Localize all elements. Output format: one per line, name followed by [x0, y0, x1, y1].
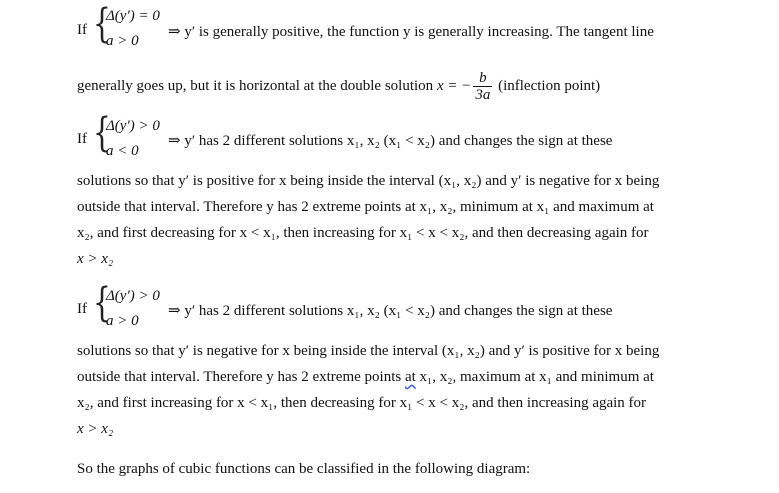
fraction — [473, 70, 492, 103]
paragraph-line: x > x₂ — [77, 251, 114, 267]
condition-discriminant: Δ(y′) = 0 — [106, 8, 160, 24]
fraction-numerator: b — [473, 70, 492, 87]
implication-text: ⇒ y′ has 2 different solutions x₁, x₂ (x₁ < x₂) and changes the sign at these — [168, 133, 613, 149]
condition-leading-coefficient: a > 0 — [106, 313, 139, 329]
if-label: If — [77, 131, 87, 147]
condition-leading-coefficient: a < 0 — [106, 143, 139, 159]
if-label: If — [77, 301, 87, 317]
spellcheck-underlined-word: at — [404, 369, 416, 385]
paragraph-line: x > x₂ — [77, 421, 114, 437]
left-brace: { — [93, 1, 111, 47]
left-brace: { — [93, 280, 111, 326]
inline-text: (inflection point) — [498, 77, 601, 94]
if-label: If — [77, 22, 87, 38]
condition-discriminant: Δ(y′) > 0 — [106, 118, 160, 134]
implication-text: ⇒ y′ has 2 different solutions x₁, x₂ (x₁ < x₂) and changes the sign at these — [168, 303, 613, 319]
inline-text: generally goes up, but it is horizontal at the double solution — [77, 77, 434, 94]
paragraph-line: solutions so that y′ is positive for x being inside the interval (x₁, x₂) and y′ is negative for x being — [77, 173, 660, 189]
paragraph-line: outside that interval. Therefore y has 2 extreme points at x₁, x₂, minimum at x₁ and maximum at — [77, 199, 654, 215]
condition-leading-coefficient: a > 0 — [106, 33, 139, 49]
inline-text: x₁, x₂, maximum at x₁ and minimum at — [419, 369, 654, 385]
paragraph-line: solutions so that y′ is negative for x being inside the interval (x₁, x₂) and y′ is positive for x being — [77, 343, 660, 359]
left-brace: { — [93, 110, 111, 156]
fraction-denominator: 3a — [475, 87, 491, 103]
paragraph-line — [77, 367, 654, 387]
paragraph-line: x₂, and first decreasing for x < x₁, then increasing for x₁ < x < x₂, and then decreasing again for — [77, 225, 649, 241]
conclusion-text: So the graphs of cubic functions can be classified in the following diagram: — [77, 461, 531, 477]
paragraph-line — [77, 70, 600, 103]
condition-discriminant: Δ(y′) > 0 — [106, 288, 160, 304]
inline-text: outside that interval. Therefore y has 2 extreme points — [77, 369, 402, 385]
inline-math: x = − — [436, 77, 472, 94]
paragraph-line: x₂, and first increasing for x < x₁, then decreasing for x₁ < x < x₂, and then increasing again for — [77, 395, 647, 411]
implication-text: ⇒ y′ is generally positive, the function y is generally increasing. The tangent line — [168, 24, 654, 40]
